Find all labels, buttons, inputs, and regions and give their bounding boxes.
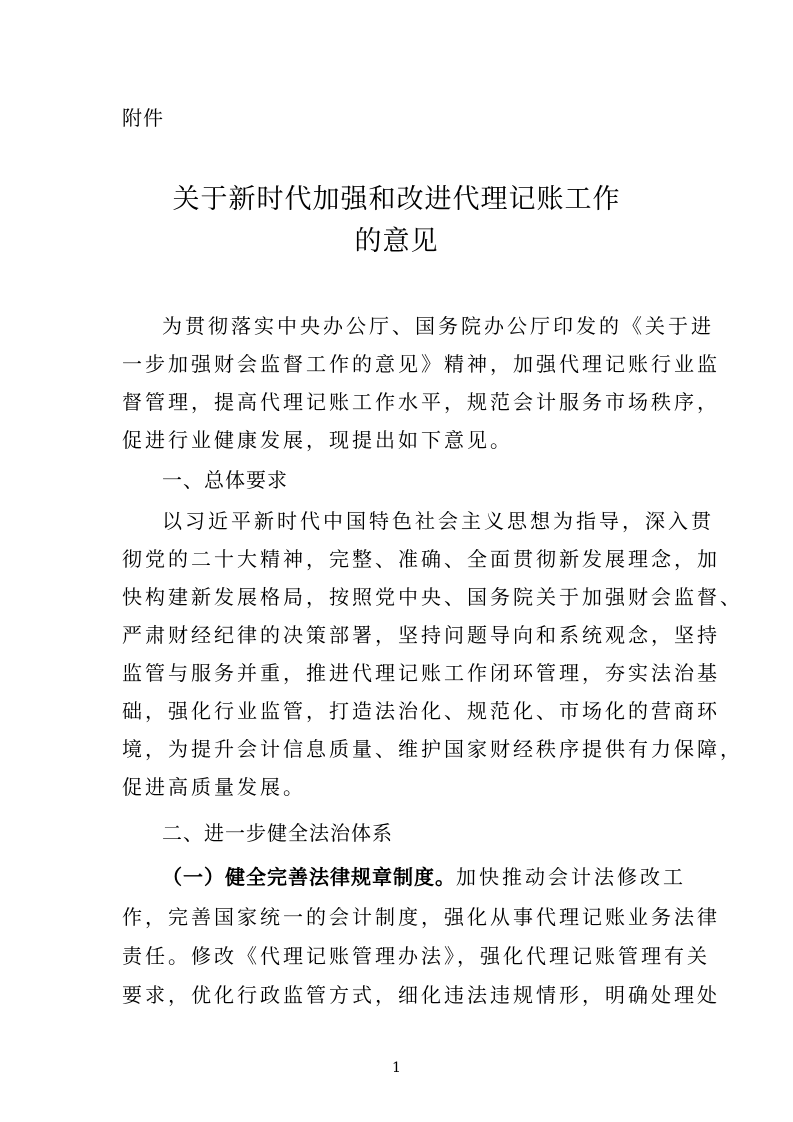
section2-item1-line-2: 作，完善国家统一的会计制度，强化从事代理记账业务法律 [122, 905, 720, 929]
item-lead-heading: （一）健全完善法律规章制度。 [162, 865, 456, 889]
page-number: 1 [392, 1060, 401, 1076]
section-heading-2: 二、进一步健全法治体系 [162, 821, 393, 845]
intro-line-3: 督管理，提高代理记账工作水平，规范会计服务市场秩序， [122, 390, 720, 414]
section2-item1-line-4: 要求，优化行政监管方式，细化违法违规情形，明确处理处 [122, 983, 720, 1007]
section1-line-2: 彻党的二十大精神，完整、准确、全面贯彻新发展理念，加 [122, 547, 720, 571]
section1-line-5: 监管与服务并重，推进代理记账工作闭环管理，夯实法治基 [122, 661, 720, 685]
section1-line-1: 以习近平新时代中国特色社会主义思想为指导，深入贯 [162, 509, 714, 533]
section1-line-4: 严肃财经纪律的决策部署，坚持问题导向和系统观念，坚持 [122, 623, 720, 647]
section2-item1-line-3: 责任。修改《代理记账管理办法》，强化代理记账管理有关 [122, 944, 710, 968]
item-lead-text: 加快推动会计法修改工 [456, 865, 686, 889]
section-heading-1: 一、总体要求 [162, 468, 288, 492]
section1-line-7: 境，为提升会计信息质量、维护国家财经秩序提供有力保障， [122, 737, 743, 761]
intro-line-2: 一步加强财会监督工作的意见》精神，加强代理记账行业监 [122, 352, 720, 376]
attachment-label: 附件 [122, 106, 164, 130]
intro-line-1: 为贯彻落实中央办公厅、国务院办公厅印发的《关于进 [162, 314, 714, 338]
section2-item1-line-1 [162, 858, 686, 896]
intro-line-4: 促进行业健康发展，现提出如下意见。 [122, 428, 513, 452]
section1-line-3: 快构建新发展格局，按照党中央、国务院关于加强财会监督、 [122, 585, 743, 609]
document-title-line-2: 的意见 [354, 226, 439, 257]
document-title-line-1: 关于新时代加强和改进代理记账工作 [172, 184, 621, 215]
section1-line-6: 础，强化行业监管，打造法治化、规范化、市场化的营商环 [122, 699, 720, 723]
section1-line-8: 促进高质量发展。 [122, 775, 306, 799]
